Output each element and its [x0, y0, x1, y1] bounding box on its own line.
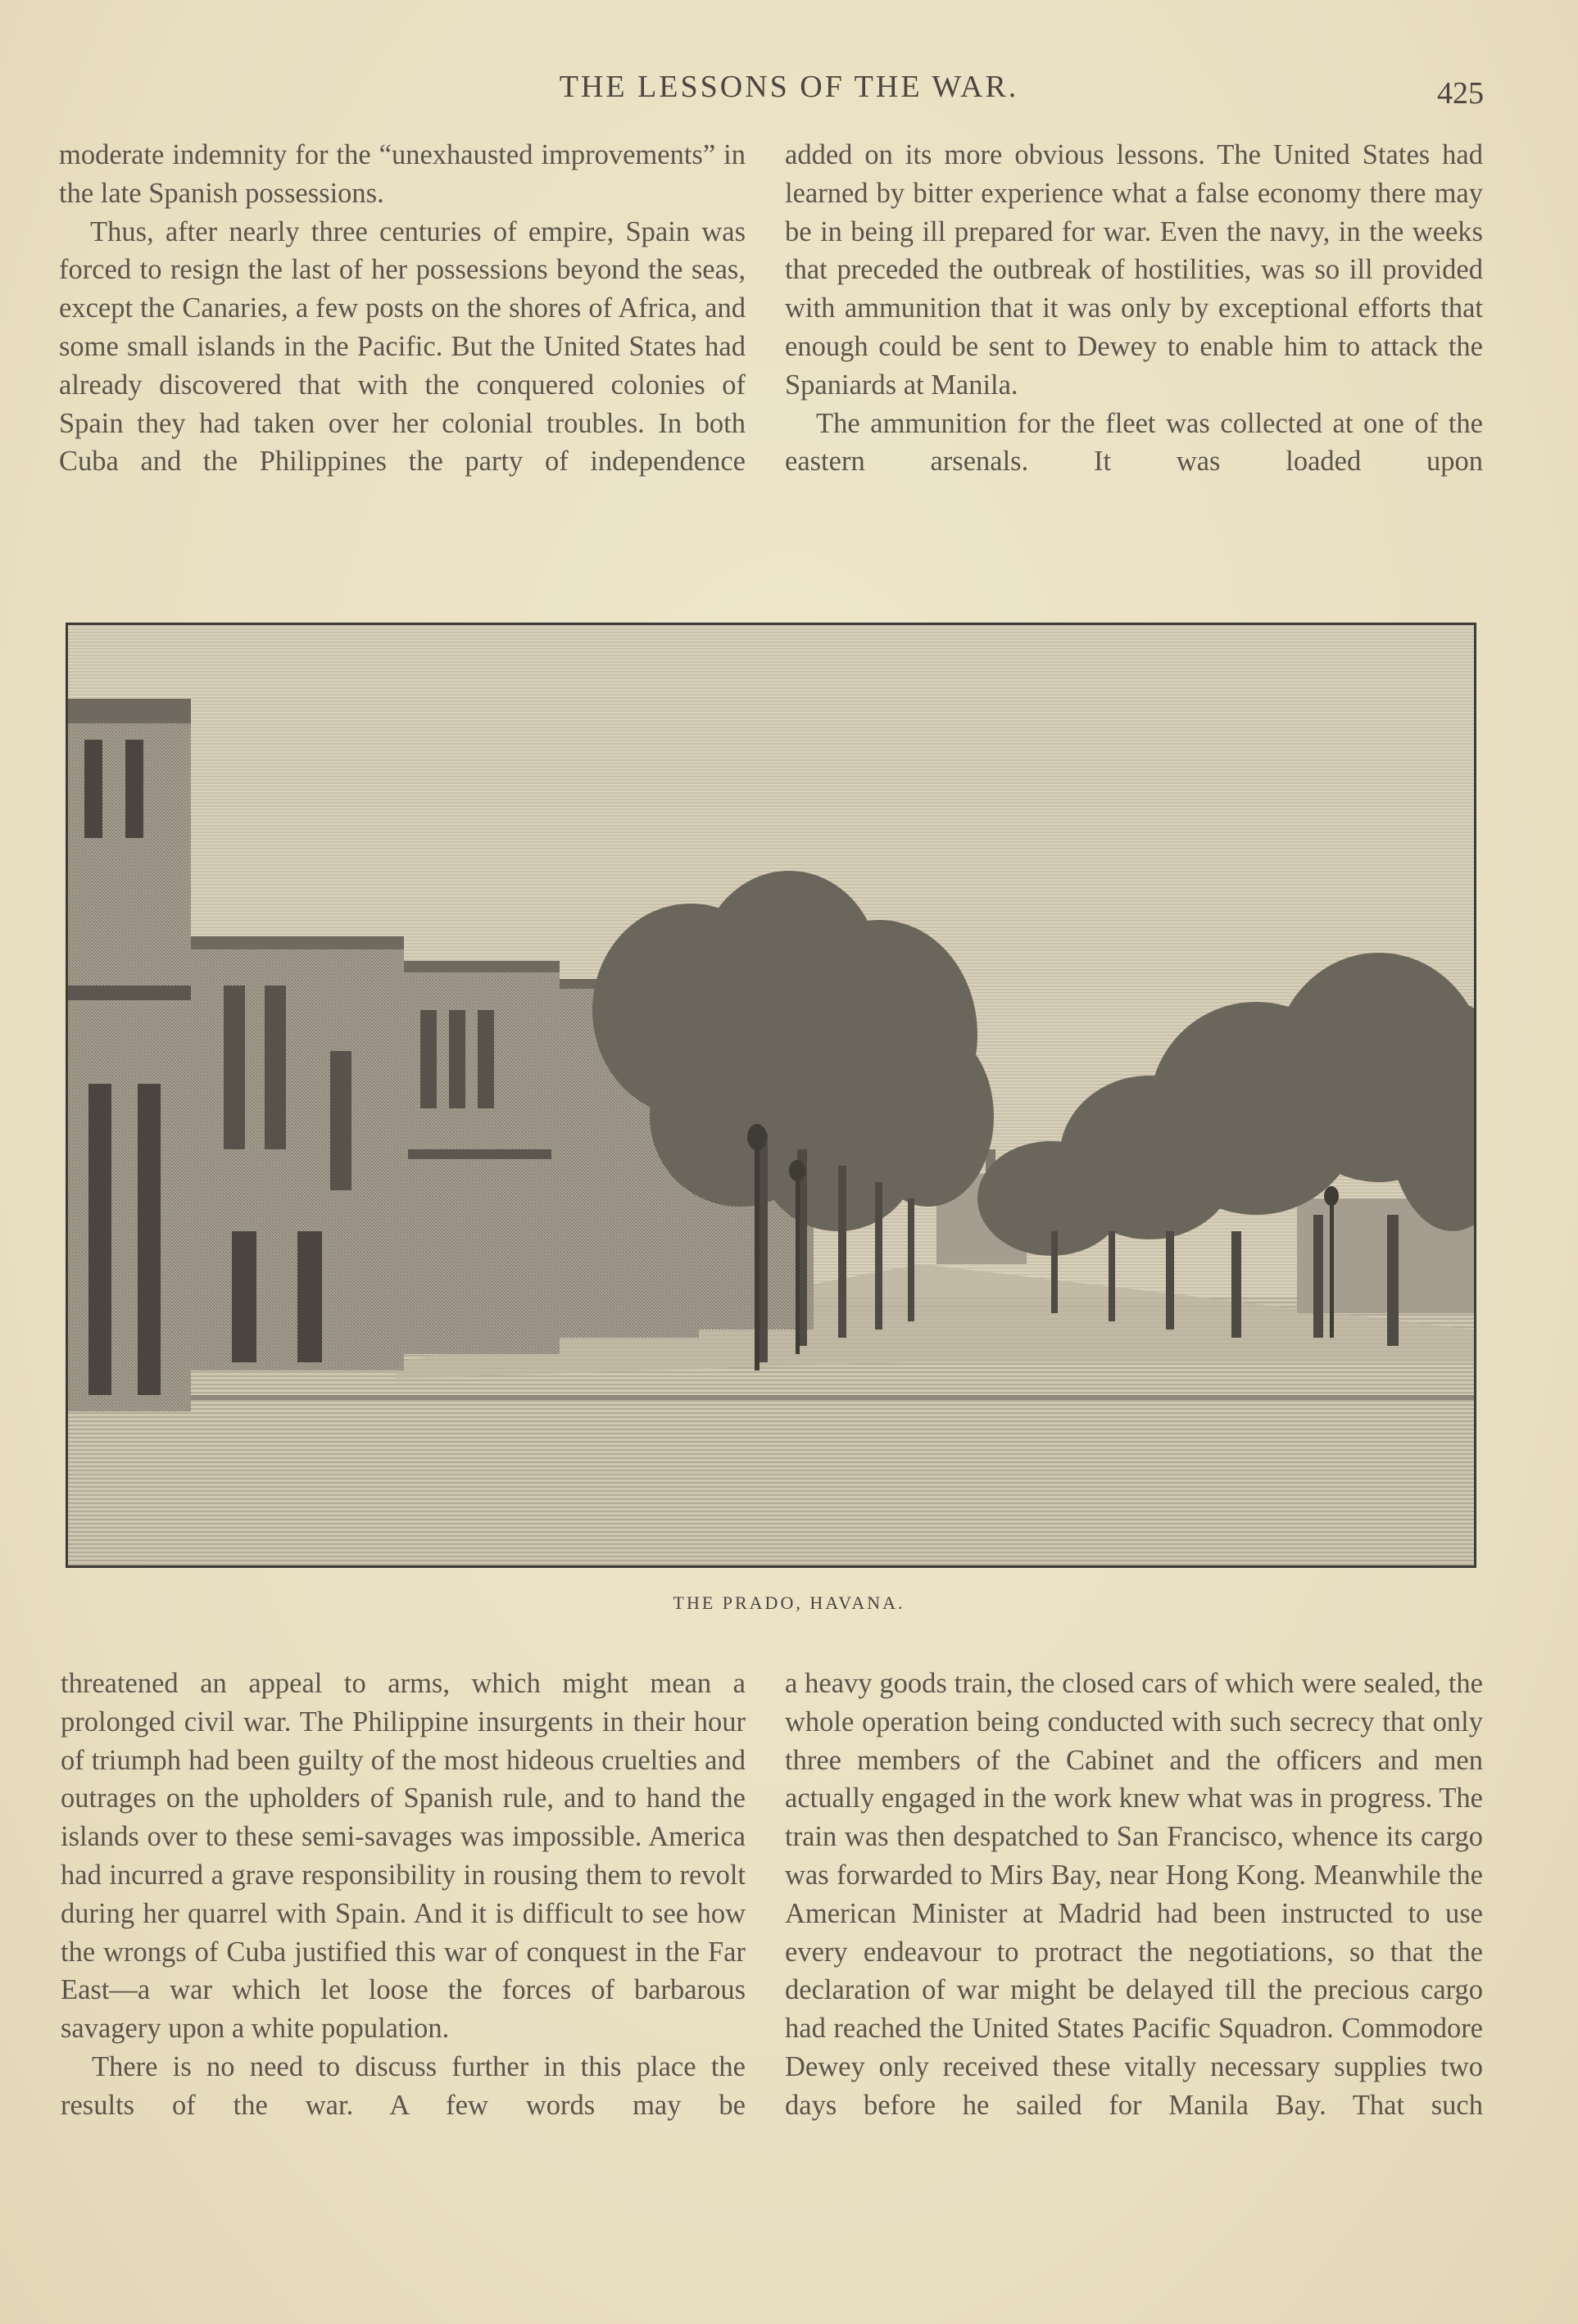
- paragraph: threatened an appeal to arms, which might mean a prolonged civil war. The Philippine insurgents in their hour of triumph had been guilty of the most hideous cruelties and outrages on the upholders of Spanish rule, and to hand the islands over to these semi-savages was impossible. America had incurred a grave responsibility in rousing them to revolt during her quarrel with Spain. And it is difficult to see how the wrongs of Cuba justified this war of conquest in the Far East—a war which let loose the forces of barbarous savagery upon a white population.: [61, 1668, 746, 2045]
- paragraph: There is no need to discuss further in this place the results of the war. A few words may be: [61, 2050, 746, 2121]
- column-top-right: [785, 136, 1483, 562]
- paragraph: moderate indemnity for the “unexhausted improvements” in the late Spanish possessions.: [59, 139, 746, 209]
- paragraph: a heavy goods train, the closed cars of which were sealed, the whole operation being conducted with such secrecy that only three members of the Cabinet and the officers and men actually engaged in the work knew what was in progress. The train was then despatched to San Francisco, whence its cargo was forwarded to Mirs Bay, near Hong Kong. Meanwhile the American Minister at Madrid had been instructed to use every endeavour to protract the negotiations, so that the declaration of war might be delayed till the precious cargo had reached the United States Pacific Squadron. Commodore Dewey only received these vitally necessary supplies two days before he sailed for Manila Bay. That such: [785, 1668, 1483, 2121]
- figure-caption: THE PRADO, HAVANA.: [673, 1592, 905, 1613]
- paragraph: The ammunition for the fleet was collected at one of the eastern arsenals. It was loaded upon: [785, 407, 1483, 478]
- page-number: 425: [1437, 76, 1484, 111]
- engraving-illustration: [66, 623, 1476, 1568]
- prado-havana-engraving: [68, 625, 1474, 1565]
- curb-line: [68, 1395, 1474, 1400]
- column-top-left: [59, 136, 746, 562]
- page-header: [0, 69, 1578, 118]
- paragraph: added on its more obvious lessons. The United States had learned by bitter experience what a false economy there may be in being ill prepared for war. Even the navy, in the weeks that preceded the outbreak of hostilities, was so ill provided with ammunition that it was only by exceptional efforts that enough could be sent to Dewey to enable him to attack the Spaniards at Manila.: [785, 139, 1483, 401]
- running-title: THE LESSONS OF THE WAR.: [559, 70, 1019, 104]
- column-bottom-left: [61, 1665, 746, 2254]
- column-bottom-right: [785, 1665, 1483, 2254]
- paragraph: Thus, after nearly three centuries of empire, Spain was forced to resign the last of her possessions beyond the seas, except the Canaries, a few posts on the shores of Africa, and some small islands in the Pacific. But the United States had already discovered that with the conquered colonies of Spain they had taken over her colonial troubles. In both Cuba and the Philippines the party of independence: [59, 215, 746, 478]
